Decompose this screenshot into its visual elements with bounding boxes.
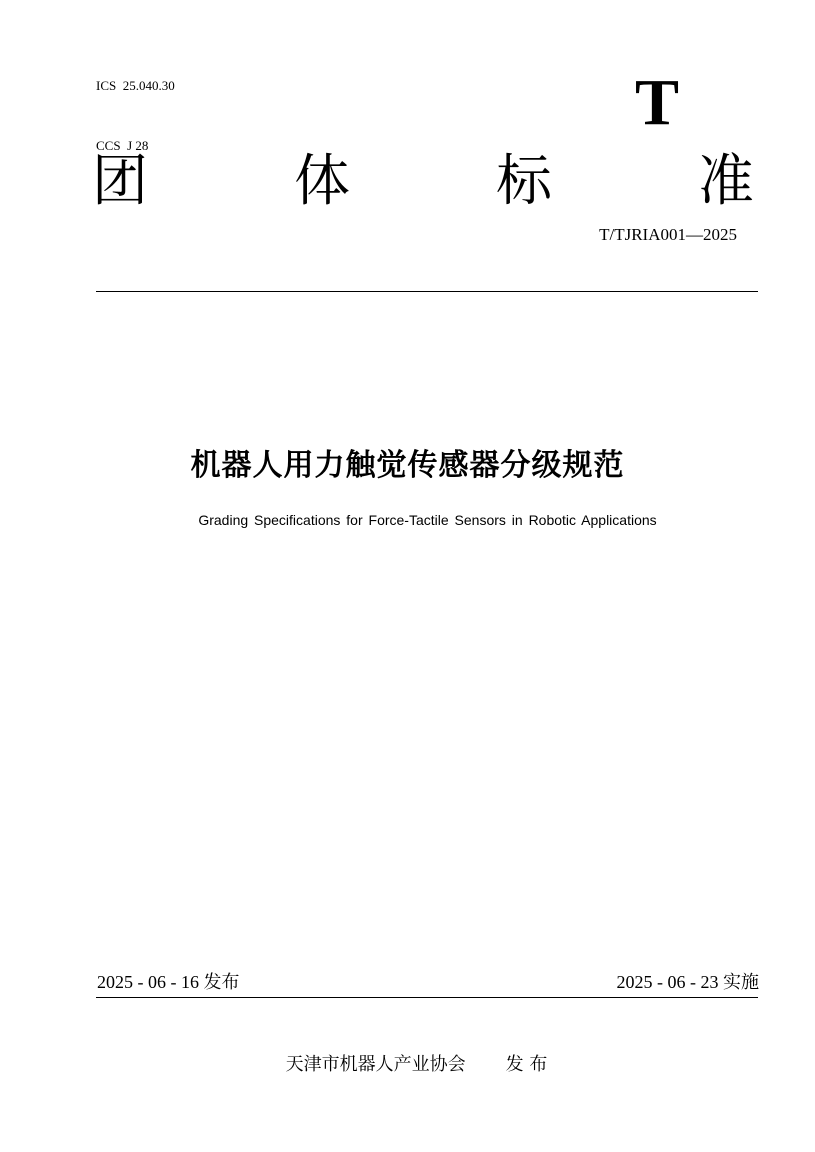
- standard-number: T/TJRIA001—2025: [599, 225, 737, 244]
- standard-kind-char-1: 团: [92, 149, 148, 214]
- document-title-english: Grading Specifications for Force-Tactile Sensors in Robotic Applications: [198, 512, 657, 528]
- standard-kind-char-4: 准: [698, 149, 754, 214]
- footer-divider: [96, 997, 758, 998]
- implementation-date: 2025 - 06 - 23 实施: [616, 972, 759, 992]
- standard-kind-char-2: 体: [294, 149, 350, 214]
- ccs-code: CCS J 28: [96, 138, 149, 153]
- standard-kind-heading: [92, 146, 754, 218]
- header-divider: [96, 291, 758, 292]
- standard-kind-char-3: 标: [496, 149, 552, 214]
- standard-type-mark: T: [634, 66, 680, 139]
- issue-date: 2025 - 06 - 16 发布: [97, 972, 240, 992]
- publisher-line: [0, 1052, 815, 1078]
- ics-code: ICS 25.040.30: [96, 78, 175, 93]
- publisher-organization: 天津市机器人产业协会: [285, 1054, 466, 1075]
- publisher-action: 发 布: [505, 1054, 548, 1075]
- document-title-chinese: 机器人用力触觉传感器分级规范: [190, 448, 625, 483]
